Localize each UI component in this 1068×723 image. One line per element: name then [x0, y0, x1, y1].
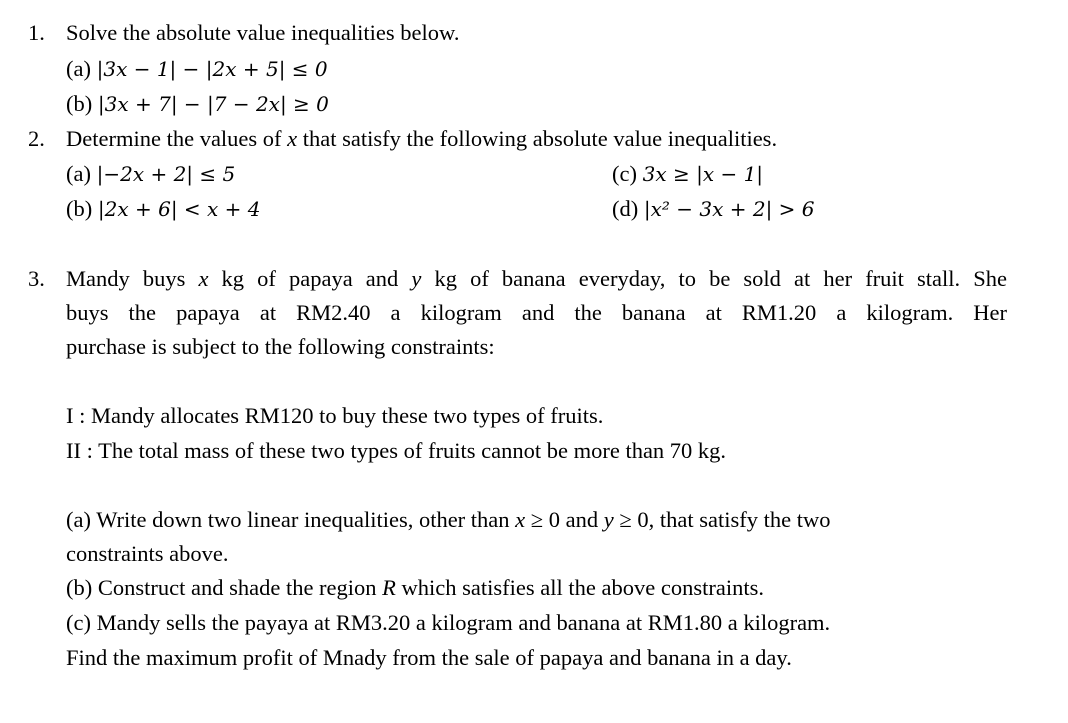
question-2b — [66, 198, 261, 221]
question-1a-expression: |3x − 1| − |2x + 5| ≤ 0 — [96, 57, 328, 81]
constraint-2: II : The total mass of these two types of fruits cannot be more than 70 kg. — [66, 438, 727, 463]
word: at — [259, 300, 277, 325]
word: of — [257, 266, 276, 291]
question-2c-label: (c) — [612, 161, 637, 186]
question-2-prompt-post: that satisfy the following absolute value inequalities. — [297, 126, 778, 151]
word: Mandy — [66, 266, 130, 291]
question-3a-continued: constraints above. — [66, 541, 229, 566]
question-1b-label: (b) — [66, 91, 93, 116]
word: She — [973, 266, 1007, 291]
question-1b-expression: |3x + 7| − |7 − 2x| ≥ 0 — [97, 92, 329, 116]
question-2-prompt-variable: x — [287, 126, 298, 151]
word: everyday, — [578, 266, 666, 291]
question-1-prompt: Solve the absolute value inequalities below. — [66, 20, 460, 45]
question-1b — [66, 93, 329, 116]
question-2c — [612, 163, 763, 186]
question-2a — [66, 163, 235, 186]
question-2b-expression: |2x + 6| < x + 4 — [97, 197, 261, 221]
question-3a-pre: (a) Write down two linear inequalities, other than — [66, 507, 516, 532]
word: kg — [434, 266, 457, 291]
question-2a-label: (a) — [66, 161, 91, 186]
word: banana — [621, 300, 686, 325]
word: the — [128, 300, 157, 325]
question-3-number: 3. — [28, 266, 45, 291]
question-3c-line-1: (c) Mandy sells the payaya at RM3.20 a kilogram and banana at RM1.80 a kilogram. — [66, 610, 831, 635]
word: to — [678, 266, 696, 291]
question-2-prompt-pre: Determine the values of — [66, 126, 288, 151]
question-3a-mid-2: ≥ 0, that satisfy the two — [613, 507, 831, 532]
question-1-number: 1. — [28, 20, 45, 45]
question-2-prompt — [66, 128, 777, 151]
word: sold — [743, 266, 781, 291]
word: Her — [973, 300, 1007, 325]
word: buys — [66, 300, 109, 325]
question-3b-post: which satisfies all the above constraints. — [395, 575, 764, 600]
question-3a-var-x: x — [515, 507, 526, 532]
word: be — [709, 266, 731, 291]
question-2a-expression: |−2x + 2| ≤ 5 — [96, 162, 236, 186]
word: at — [794, 266, 811, 291]
word: a — [390, 300, 401, 325]
constraint-1: I : Mandy allocates RM120 to buy these two types of fruits. — [66, 403, 604, 428]
question-2b-label: (b) — [66, 196, 93, 221]
question-3a-mid-1: ≥ 0 and — [525, 507, 604, 532]
word: fruit — [865, 266, 904, 291]
question-2-number: 2. — [28, 126, 45, 151]
word-variable-y: y — [411, 266, 422, 291]
question-3b-var-r: R — [382, 575, 396, 600]
question-3b-pre: (b) Construct and shade the region — [66, 575, 383, 600]
word: the — [574, 300, 602, 325]
word: kilogram — [420, 300, 502, 325]
word: her — [823, 266, 853, 291]
word: of — [470, 266, 489, 291]
word: buys — [142, 266, 186, 291]
word-variable-x: x — [198, 266, 209, 291]
question-3-line-2 — [66, 302, 1007, 325]
question-3a — [66, 509, 830, 532]
word: a — [836, 300, 847, 325]
question-3b — [66, 577, 764, 600]
word: banana — [501, 266, 566, 291]
word: RM2.40 — [296, 300, 371, 325]
question-2d-label: (d) — [612, 196, 639, 221]
question-3-line-3: purchase is subject to the following constraints: — [66, 334, 495, 359]
word: stall. — [917, 266, 961, 291]
word: kg — [221, 266, 245, 291]
word: at — [705, 300, 722, 325]
word: papaya — [288, 266, 353, 291]
question-1a-label: (a) — [66, 56, 91, 81]
question-3c-line-2: Find the maximum profit of Mnady from the sale of papaya and banana in a day. — [66, 645, 792, 670]
word: and — [365, 266, 399, 291]
question-3a-var-y: y — [603, 507, 614, 532]
question-2d-expression: |x² − 3x + 2| > 6 — [643, 197, 815, 221]
question-2d — [612, 198, 815, 221]
question-3-line-1 — [66, 268, 1007, 291]
word: kilogram. — [866, 300, 954, 325]
question-1a — [66, 58, 328, 81]
word: papaya — [176, 300, 240, 325]
word: and — [521, 300, 555, 325]
word: RM1.20 — [741, 300, 817, 325]
question-2c-expression: 3x ≥ |x − 1| — [642, 162, 764, 186]
